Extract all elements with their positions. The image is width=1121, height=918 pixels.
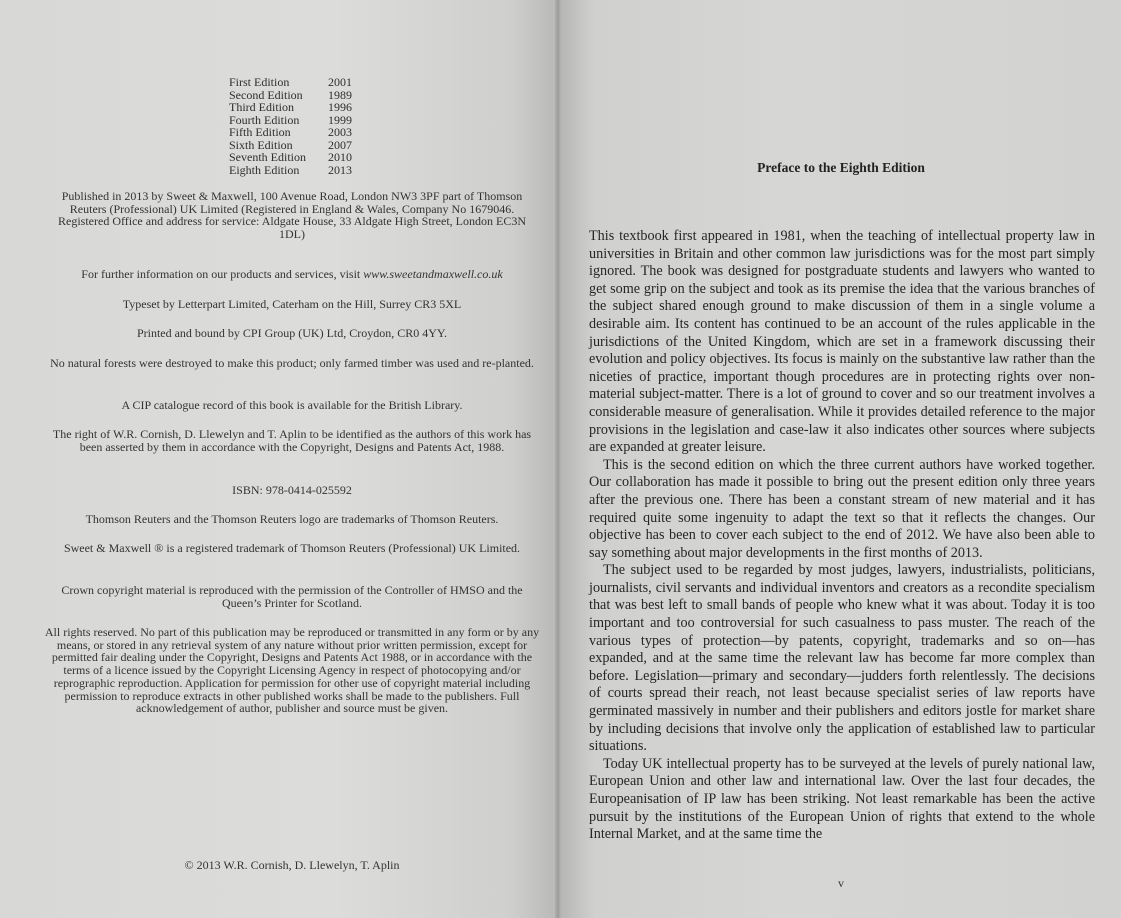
preface-title: Preface to the Eighth Edition	[757, 160, 925, 175]
printed-text: Printed and bound by CPI Group (UK) Ltd, Croydon, CR0 4YY.	[136, 326, 448, 340]
edition-year: 1996	[328, 100, 352, 114]
preface-paragraph: The subject used to be regarded by most judges, lawyers, industrialists, politicians, journalists, civil servants and individual inventors and creators as a recondite specialism that was best left to small bands of people who knew what it was about. Today it is too important and too controversial for such casualness to pass muster. The reach of the various types of protection—by patents, copyright, trademarks and so on—has expanded, and at the same time the relevant law has become far more complex than before. Legislation—primary and secondary—judders forth relentlessly. The decisions of courts spread their reach, not least because specialist series of law reports have germinated massively in number and their publishers and editors jostle for market share by including decisions that involve only the application of established law to particular situations.	[589, 562, 1095, 755]
edition-name: Sixth Edition	[229, 137, 293, 152]
page-number: v	[838, 876, 844, 890]
edition-year: 1989	[328, 87, 352, 102]
rights-reserved-notice	[44, 626, 540, 715]
edition-year: 2010	[328, 150, 352, 164]
crown-copyright-text: Crown copyright material is reproduced with the permission of the Controller of HMSO and the Queen’s Printer for Scotland.	[61, 583, 523, 610]
printed-notice	[44, 327, 540, 340]
edition-name: Second Edition	[229, 87, 303, 102]
trademark-thomson-text: Thomson Reuters and the Thomson Reuters logo are trademarks of Thomson Reuters.	[85, 512, 499, 526]
edition-name: Fifth Edition	[229, 125, 291, 139]
published-notice	[44, 190, 540, 241]
published-text: Published in 2013 by Sweet & Maxwell, 100 Avenue Road, London NW3 3PF part of Thomson Reuters (Professional) UK Limited (Registered in England & Wales, Company No 1679046.	[61, 189, 523, 216]
edition-name: First Edition	[229, 75, 290, 89]
forests-text: No natural forests were destroyed to make this product; only farmed timber was used and re-planted.	[50, 356, 534, 370]
trademark-thomson-notice	[44, 513, 540, 526]
edition-year: 2013	[328, 162, 352, 177]
edition-name: Seventh Edition	[229, 150, 306, 164]
edition-year: 2003	[328, 125, 352, 139]
moral-rights-notice	[44, 428, 540, 453]
crown-copyright-notice	[44, 584, 540, 609]
further-info	[44, 268, 540, 281]
edition-name: Fourth Edition	[229, 112, 300, 127]
moral-rights-text: The right of W.R. Cornish, D. Llewelyn and T. Aplin to be identified as the authors of this work has been asserted by them in accordance with the Copyright, Designs and Patents Act, 1988.	[52, 427, 532, 454]
edition-row	[229, 76, 352, 89]
editions-table	[229, 76, 352, 176]
edition-row	[229, 151, 352, 164]
edition-row	[229, 164, 352, 177]
preface-paragraph: This textbook first appeared in 1981, when the teaching of intellectual property law in universities in Britain and other common law jurisdictions was for the most part simply ignored. The book was designed for postgraduate students and lawyers who wanted to get some grip on the subject and took as its premise the idea that the various branches of the subject shared enough ground to make discussion of them in a single volume a desirable aim. Its content has continued to be an account of the rules applicable in the jurisdictions of the United Kingdom, which are set in a framework discussing their evolution and policy objectives. Its focus is mainly on the substantive law rather than the niceties of practice, important though procedures are in protecting rights over non-material subject-matter. There is a lot of ground to cover and so our treatment involves a considerable measure of generalisation. While it provides detailed reference to the major provisions in the legislation and case-law it also indicates other sources where subjects are expanded at greater leisure.	[589, 228, 1095, 456]
edition-row	[229, 126, 352, 139]
edition-name: Eighth Edition	[229, 162, 300, 177]
registered-office-text: Registered Office and address for service: Aldgate House, 33 Aldgate High Street, London EC3N 1DL)	[58, 214, 526, 242]
forests-notice	[44, 357, 540, 370]
copyright-line: © 2013 W.R. Cornish, D. Llewelyn, T. Aplin	[184, 858, 400, 872]
preface-paragraph: This is the second edition on which the three current authors have worked together. Our collaboration has made it possible to bring out the present edition only three years after the previous one. There has been a constant stream of new material and it has required quite some ingenuity to adapt the text so that it reflects the changes. Our objective has been to cover each subject to the end of 2012. We have also been able to say something about major developments in the first months of 2013.	[589, 456, 1095, 561]
edition-name: Third Edition	[229, 100, 294, 114]
trademark-sweet-text: Sweet & Maxwell ® is a registered trademark of Thomson Reuters (Professional) UK Limited.	[63, 541, 521, 555]
trademark-sweet-notice	[44, 542, 540, 555]
typeset-notice	[44, 298, 540, 311]
edition-year: 2007	[328, 137, 352, 152]
preface-paragraph: Today UK intellectual property has to be surveyed at the levels of purely national law, European Union and other law and international law. Over the last four decades, the Europeanisation of IP law has been striking. Not least remarkable has been the active pursuit by the institutions of the European Union of rights that extend to the whole Internal Market, and at the same time the	[589, 755, 1095, 843]
cip-text: A CIP catalogue record of this book is available for the British Library.	[121, 398, 463, 412]
further-info-text: For further information on our products and services, visit	[81, 267, 364, 281]
edition-year: 1999	[328, 112, 352, 127]
preface-body	[589, 228, 1095, 844]
typeset-text: Typeset by Letterpart Limited, Caterham on the Hill, Surrey CR3 5XL	[122, 297, 462, 311]
edition-year: 2001	[328, 75, 352, 89]
publisher-url-link[interactable]: www.sweetandmaxwell.co.uk	[363, 267, 503, 281]
edition-row	[229, 101, 352, 114]
isbn-text: ISBN: 978-0414-025592	[232, 483, 352, 497]
rights-reserved-text: All rights reserved. No part of this publication may be reproduced or transmitted in any form or by any means, or stored in any retrieval system of any nature without prior written permission, except for permitted fair dealing under the Copyright, Designs and Patents Act 1988, or in accordance with the terms of a licence issued by the Copyright Licensing Agency in respect of photocopying and/or reprographic reproduction. Application for permission for other use of copyright material including permission to reproduce extracts in other published works shall be made to the publishers. Full acknowledgement of author, publisher and source must be given.	[44, 625, 540, 716]
cip-notice	[44, 399, 540, 412]
isbn-notice	[44, 484, 540, 497]
